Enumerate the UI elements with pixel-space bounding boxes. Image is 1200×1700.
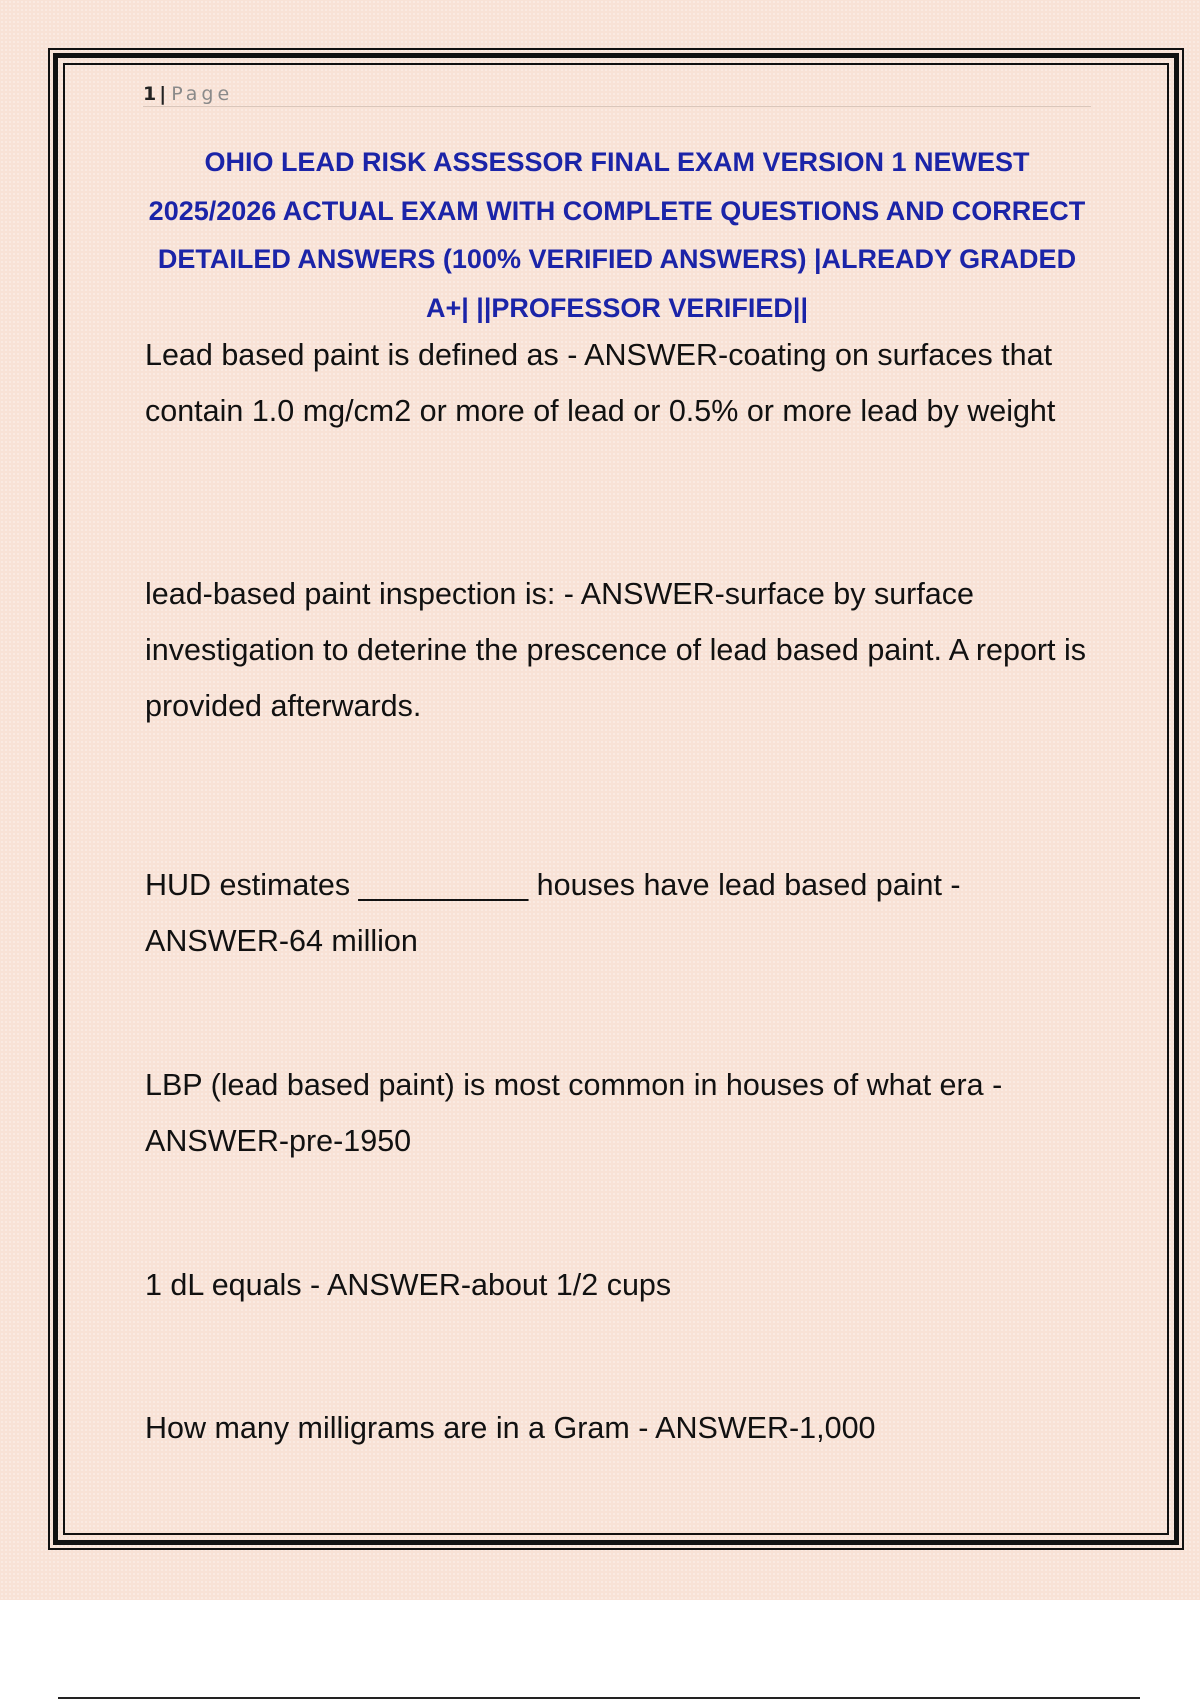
page-header [143, 83, 233, 105]
page-label: Page [171, 83, 234, 105]
page-header-separator: | [159, 83, 168, 105]
question-answer-3: HUD estimates __________ houses have lead based paint - ANSWER-64 million [145, 868, 961, 958]
question-answer-2: lead-based paint inspection is: - ANSWER-surface by surface investigation to deterine the prescence of lead based paint. A report is provided afterwards. [145, 577, 1087, 723]
page-number: 1 [143, 83, 158, 105]
question-answer-1: Lead based paint is defined as - ANSWER-coating on surfaces that contain 1.0 mg/cm2 or more of lead or 0.5% or more lead by weight [145, 338, 1056, 428]
question-answer-4: LBP (lead based paint) is most common in houses of what era - ANSWER-pre-1950 [145, 1068, 1003, 1158]
question-answer-6: How many milligrams are in a Gram - ANSWER-1,000 [145, 1411, 876, 1445]
header-divider [143, 106, 1091, 107]
document-title: OHIO LEAD RISK ASSESSOR FINAL EXAM VERSION 1 NEWEST 2025/2026 ACTUAL EXAM WITH COMPLETE QUESTIONS AND CORRECT DETAILED ANSWERS (100% VERIFIED ANSWERS) |ALREADY GRADED A+| ||PROFESSOR VERIFIED|| [148, 147, 1086, 323]
question-answer-5: 1 dL equals - ANSWER-about 1/2 cups [145, 1268, 672, 1302]
next-page-top-rule [58, 1697, 1140, 1699]
